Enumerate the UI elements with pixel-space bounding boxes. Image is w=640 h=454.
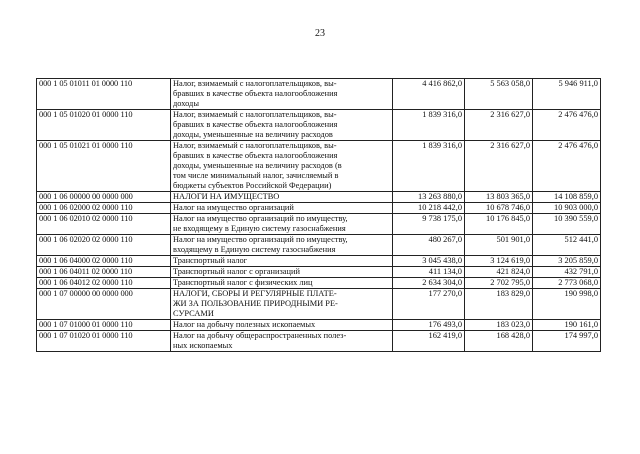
- table-row: [37, 278, 601, 289]
- budget-code-cell: 000 1 07 01020 01 0000 110: [37, 331, 171, 352]
- budget-code-cell: 000 1 06 04000 02 0000 110: [37, 256, 171, 267]
- amount-year3-cell: 432 791,0: [533, 267, 601, 278]
- amount-year1-cell: 176 493,0: [393, 320, 465, 331]
- amount-year3-cell: 2 476 476,0: [533, 110, 601, 141]
- budget-code-cell: 000 1 06 00000 00 0000 000: [37, 192, 171, 203]
- budget-code-cell: 000 1 05 01011 01 0000 110: [37, 79, 171, 110]
- amount-year1-cell: 13 263 880,0: [393, 192, 465, 203]
- table-row: [37, 320, 601, 331]
- amount-year3-cell: 190 161,0: [533, 320, 601, 331]
- amount-year2-cell: 13 803 365,0: [465, 192, 533, 203]
- revenue-name-cell: НАЛОГИ, СБОРЫ И РЕГУЛЯРНЫЕ ПЛАТЕ- ЖИ ЗА ПОЛЬЗОВАНИЕ ПРИРОДНЫМИ РЕ- СУРСАМИ: [171, 289, 393, 320]
- amount-year2-cell: 5 563 058,0: [465, 79, 533, 110]
- table-row: [37, 214, 601, 235]
- amount-year1-cell: 1 839 316,0: [393, 110, 465, 141]
- amount-year2-cell: 10 176 845,0: [465, 214, 533, 235]
- amount-year2-cell: 183 829,0: [465, 289, 533, 320]
- amount-year3-cell: 2 476 476,0: [533, 141, 601, 192]
- table-row: [37, 267, 601, 278]
- revenue-name-cell: Налог на добычу полезных ископаемых: [171, 320, 393, 331]
- budget-code-cell: 000 1 06 04011 02 0000 110: [37, 267, 171, 278]
- table-row: [37, 141, 601, 192]
- table-row: [37, 203, 601, 214]
- revenue-name-cell: Налог на имущество организаций по имуществу, входящему в Единую систему газоснабжения: [171, 235, 393, 256]
- revenue-name-cell: Транспортный налог с физических лиц: [171, 278, 393, 289]
- table-body: [37, 79, 601, 352]
- amount-year2-cell: 168 428,0: [465, 331, 533, 352]
- table-row: [37, 256, 601, 267]
- amount-year1-cell: 411 134,0: [393, 267, 465, 278]
- amount-year3-cell: 14 108 859,0: [533, 192, 601, 203]
- amount-year3-cell: 3 205 859,0: [533, 256, 601, 267]
- amount-year1-cell: 162 419,0: [393, 331, 465, 352]
- table-row: [37, 192, 601, 203]
- amount-year3-cell: 5 946 911,0: [533, 79, 601, 110]
- amount-year2-cell: 3 124 619,0: [465, 256, 533, 267]
- amount-year2-cell: 2 702 795,0: [465, 278, 533, 289]
- budget-code-cell: 000 1 07 01000 01 0000 110: [37, 320, 171, 331]
- amount-year3-cell: 174 997,0: [533, 331, 601, 352]
- revenue-name-cell: Налог на имущество организаций по имуществу, не входящему в Единую систему газоснабжения: [171, 214, 393, 235]
- amount-year1-cell: 1 839 316,0: [393, 141, 465, 192]
- amount-year1-cell: 177 270,0: [393, 289, 465, 320]
- amount-year3-cell: 190 998,0: [533, 289, 601, 320]
- revenue-name-cell: Налог на имущество организаций: [171, 203, 393, 214]
- amount-year1-cell: 3 045 438,0: [393, 256, 465, 267]
- amount-year1-cell: 10 218 442,0: [393, 203, 465, 214]
- amount-year1-cell: 2 634 304,0: [393, 278, 465, 289]
- amount-year2-cell: 501 901,0: [465, 235, 533, 256]
- budget-code-cell: 000 1 05 01020 01 0000 110: [37, 110, 171, 141]
- amount-year3-cell: 512 441,0: [533, 235, 601, 256]
- budget-code-cell: 000 1 06 02000 02 0000 110: [37, 203, 171, 214]
- revenue-name-cell: Налог, взимаемый с налогоплательщиков, вы- бравших в качестве объекта налогообложения доходы: [171, 79, 393, 110]
- budget-revenue-table: [36, 78, 601, 352]
- amount-year2-cell: 421 824,0: [465, 267, 533, 278]
- revenue-name-cell: Транспортный налог: [171, 256, 393, 267]
- amount-year2-cell: 2 316 627,0: [465, 110, 533, 141]
- revenue-name-cell: Налог на добычу общераспространенных полез- ных ископаемых: [171, 331, 393, 352]
- amount-year2-cell: 10 678 746,0: [465, 203, 533, 214]
- revenue-name-cell: Транспортный налог с организаций: [171, 267, 393, 278]
- table-row: [37, 331, 601, 352]
- amount-year2-cell: 183 023,0: [465, 320, 533, 331]
- table-row: [37, 235, 601, 256]
- amount-year3-cell: 10 903 000,0: [533, 203, 601, 214]
- amount-year2-cell: 2 316 627,0: [465, 141, 533, 192]
- table-row: [37, 110, 601, 141]
- amount-year3-cell: 10 390 559,0: [533, 214, 601, 235]
- amount-year1-cell: 4 416 862,0: [393, 79, 465, 110]
- revenue-name-cell: НАЛОГИ НА ИМУЩЕСТВО: [171, 192, 393, 203]
- page-number: 23: [315, 28, 325, 39]
- revenue-name-cell: Налог, взимаемый с налогоплательщиков, вы- бравших в качестве объекта налогообложения доходы, уменьшенные на величину расходов: [171, 110, 393, 141]
- budget-code-cell: 000 1 05 01021 01 0000 110: [37, 141, 171, 192]
- amount-year3-cell: 2 773 068,0: [533, 278, 601, 289]
- budget-code-cell: 000 1 06 02020 02 0000 110: [37, 235, 171, 256]
- table-row: [37, 289, 601, 320]
- amount-year1-cell: 480 267,0: [393, 235, 465, 256]
- table-row: [37, 79, 601, 110]
- budget-code-cell: 000 1 06 04012 02 0000 110: [37, 278, 171, 289]
- budget-code-cell: 000 1 06 02010 02 0000 110: [37, 214, 171, 235]
- amount-year1-cell: 9 738 175,0: [393, 214, 465, 235]
- budget-code-cell: 000 1 07 00000 00 0000 000: [37, 289, 171, 320]
- revenue-name-cell: Налог, взимаемый с налогоплательщиков, вы- бравших в качестве объекта налогообложения доходы, уменьшенные на величину расходов (в том числе минимальный налог, зачисляемый в бюджеты субъектов Российской Федерации): [171, 141, 393, 192]
